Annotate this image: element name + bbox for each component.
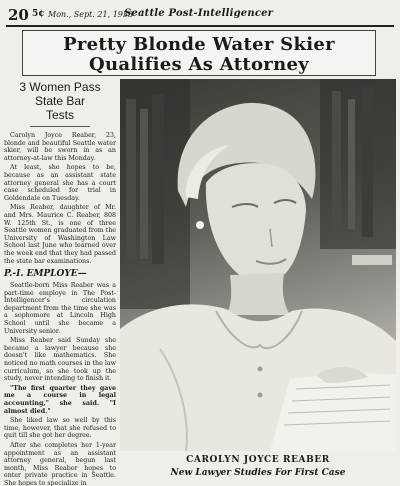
masthead-rule: [6, 25, 394, 27]
price: 5¢: [32, 9, 45, 19]
subhead: [4, 80, 116, 122]
article-paragraph: Seattle-born Miss Reaber was a part-time employe in The Post-Intelligencer's circulation department from the time she was a sophomore at Lincoln High School until she became a University senior.: [4, 282, 116, 335]
photo-caption-name: CAROLYN JOYCE REABER: [186, 455, 330, 465]
issue-date: Mon., Sept. 21, 1953: [48, 10, 134, 19]
article-paragraph: Miss Reaber said Sunday she became a lawyer because she doesn't like mathematics. She noticed no math courses in the law curriculum, so she took up the study, never intending to finish it.: [4, 337, 116, 383]
subhead-rule: [30, 126, 90, 127]
headline-line-1: Pretty Blonde Water Skier: [63, 34, 335, 55]
article-paragraph: Miss Reaber, daughter of Mr. and Mrs. Maurice C. Reaber, 808 W. 125th St., is one of three Seattle women graduated from the University of Washington Law School last June who learned over the week end that they had passed the state bar examinations.: [4, 204, 116, 265]
page-number: 20: [8, 6, 29, 24]
headline-box: [22, 30, 376, 76]
section-heading: P.-I. EMPLOYE—: [4, 269, 87, 280]
subhead-line-2: State Bar: [34, 94, 86, 108]
subhead-line-3: Tests: [45, 108, 74, 122]
photo-caption-line: New Lawyer Studies For First Case: [170, 468, 346, 478]
article-quote: "The first quarter they gave me a course in legal accounting," she said. "I almost died.": [4, 384, 116, 415]
article-paragraph: At least, she hopes to be, because as an assistant state attorney general she has a court case scheduled for trial in Goldendale on Tuesday.: [4, 164, 116, 202]
news-photo: [120, 79, 396, 451]
paper-name: Seattle Post-Intelligencer: [124, 8, 274, 19]
headline-line-2: Qualifies As Attorney: [89, 54, 309, 75]
article-column: [4, 80, 116, 486]
subhead-line-1: 3 Women Pass: [19, 80, 101, 94]
article-paragraph: Carolyn Joyce Reaber, 23, blonde and beautiful Seattle water skier, will be sworn in as an attorney-at-law this Monday.: [4, 132, 116, 162]
photo-illustration: [120, 79, 396, 451]
article-paragraph: After she completes her 1-year appointment as an assistant attorney general, begun last month, Miss Reaber hopes to enter private practice in Seattle. She hopes to specialize in: [4, 441, 116, 486]
masthead: [0, 0, 400, 24]
article-paragraph: She liked law so well by this time, however, that she refused to quit till she got her degree.: [4, 417, 116, 440]
